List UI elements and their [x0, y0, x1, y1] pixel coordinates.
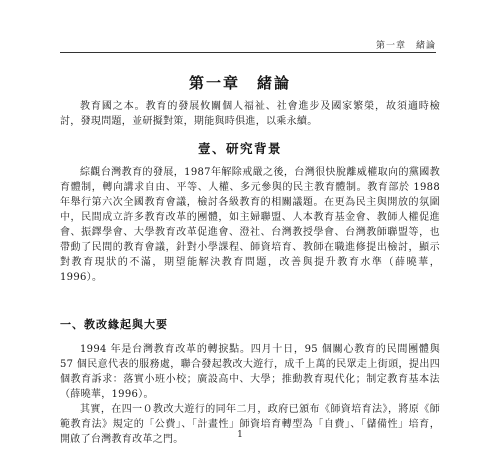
- section-title: 壹、研究背景: [197, 141, 282, 156]
- chapter-title: 第一章 緒論: [188, 74, 291, 92]
- section-body: [60, 165, 440, 285]
- subsection-title: 一、教改緣起與大要: [60, 318, 168, 331]
- subsection-paragraph-2: 其實，在四一０教改大遊行的同年二月，政府已頒布《師資培育法》，將原《師範教育法》規定的「公費」、「計畫性」師資培育轉型為「自費」、「儲備性」培育，開啟了台灣教育改革之門。: [60, 404, 440, 445]
- running-header: 第一章 緒論: [375, 41, 436, 51]
- section-paragraph: 綜觀台灣教育的發展，1987年解除戒嚴之後，台灣很快脫離威權取向的黨國教育體制，轉向講求自由、平等、人權、多元參與的民主教育體制。教育部於 1988 年舉行第六次全國教育會議，檢討各級教育的相關議題。在更為民主與開放的氛圍中，民間成立許多教育改革的團體，如主婦聯盟、人本教育基金會、教師人權促進會、振鐸學會、大學教育改革促進會、澄社、台灣教授學會、台灣教師聯盟等，也帶動了民間的教育會議，針對小學課程、師資培育、教師在職進修提出檢討，顯示對教育現狀的不滿，期望能解決教育問題，改善與提升教育水準（薛曉華，1996）。: [60, 167, 440, 283]
- header-rule: [60, 52, 436, 53]
- page-number: 1: [237, 430, 243, 440]
- intro-paragraph: 教育國之本。教育的發展攸關個人福祉、社會進步及國家繁榮，故須適時檢討，發現問題，並研擬對策，期能與時俱進，以乘永續。: [60, 101, 440, 127]
- subsection-paragraph-1: 1994 年是台灣教育改革的轉捩點。四月十日，95 個關心教育的民間團體與 57 個民意代表的服務處，聯合發起教改大遊行，成千上萬的民眾走上街頭，提出四個教育訴求：落實小班小校；廣設高中、大學；推動教育現代化；制定教育基本法（薛曉華，1996）。: [60, 344, 440, 400]
- chapter-intro: [60, 99, 440, 129]
